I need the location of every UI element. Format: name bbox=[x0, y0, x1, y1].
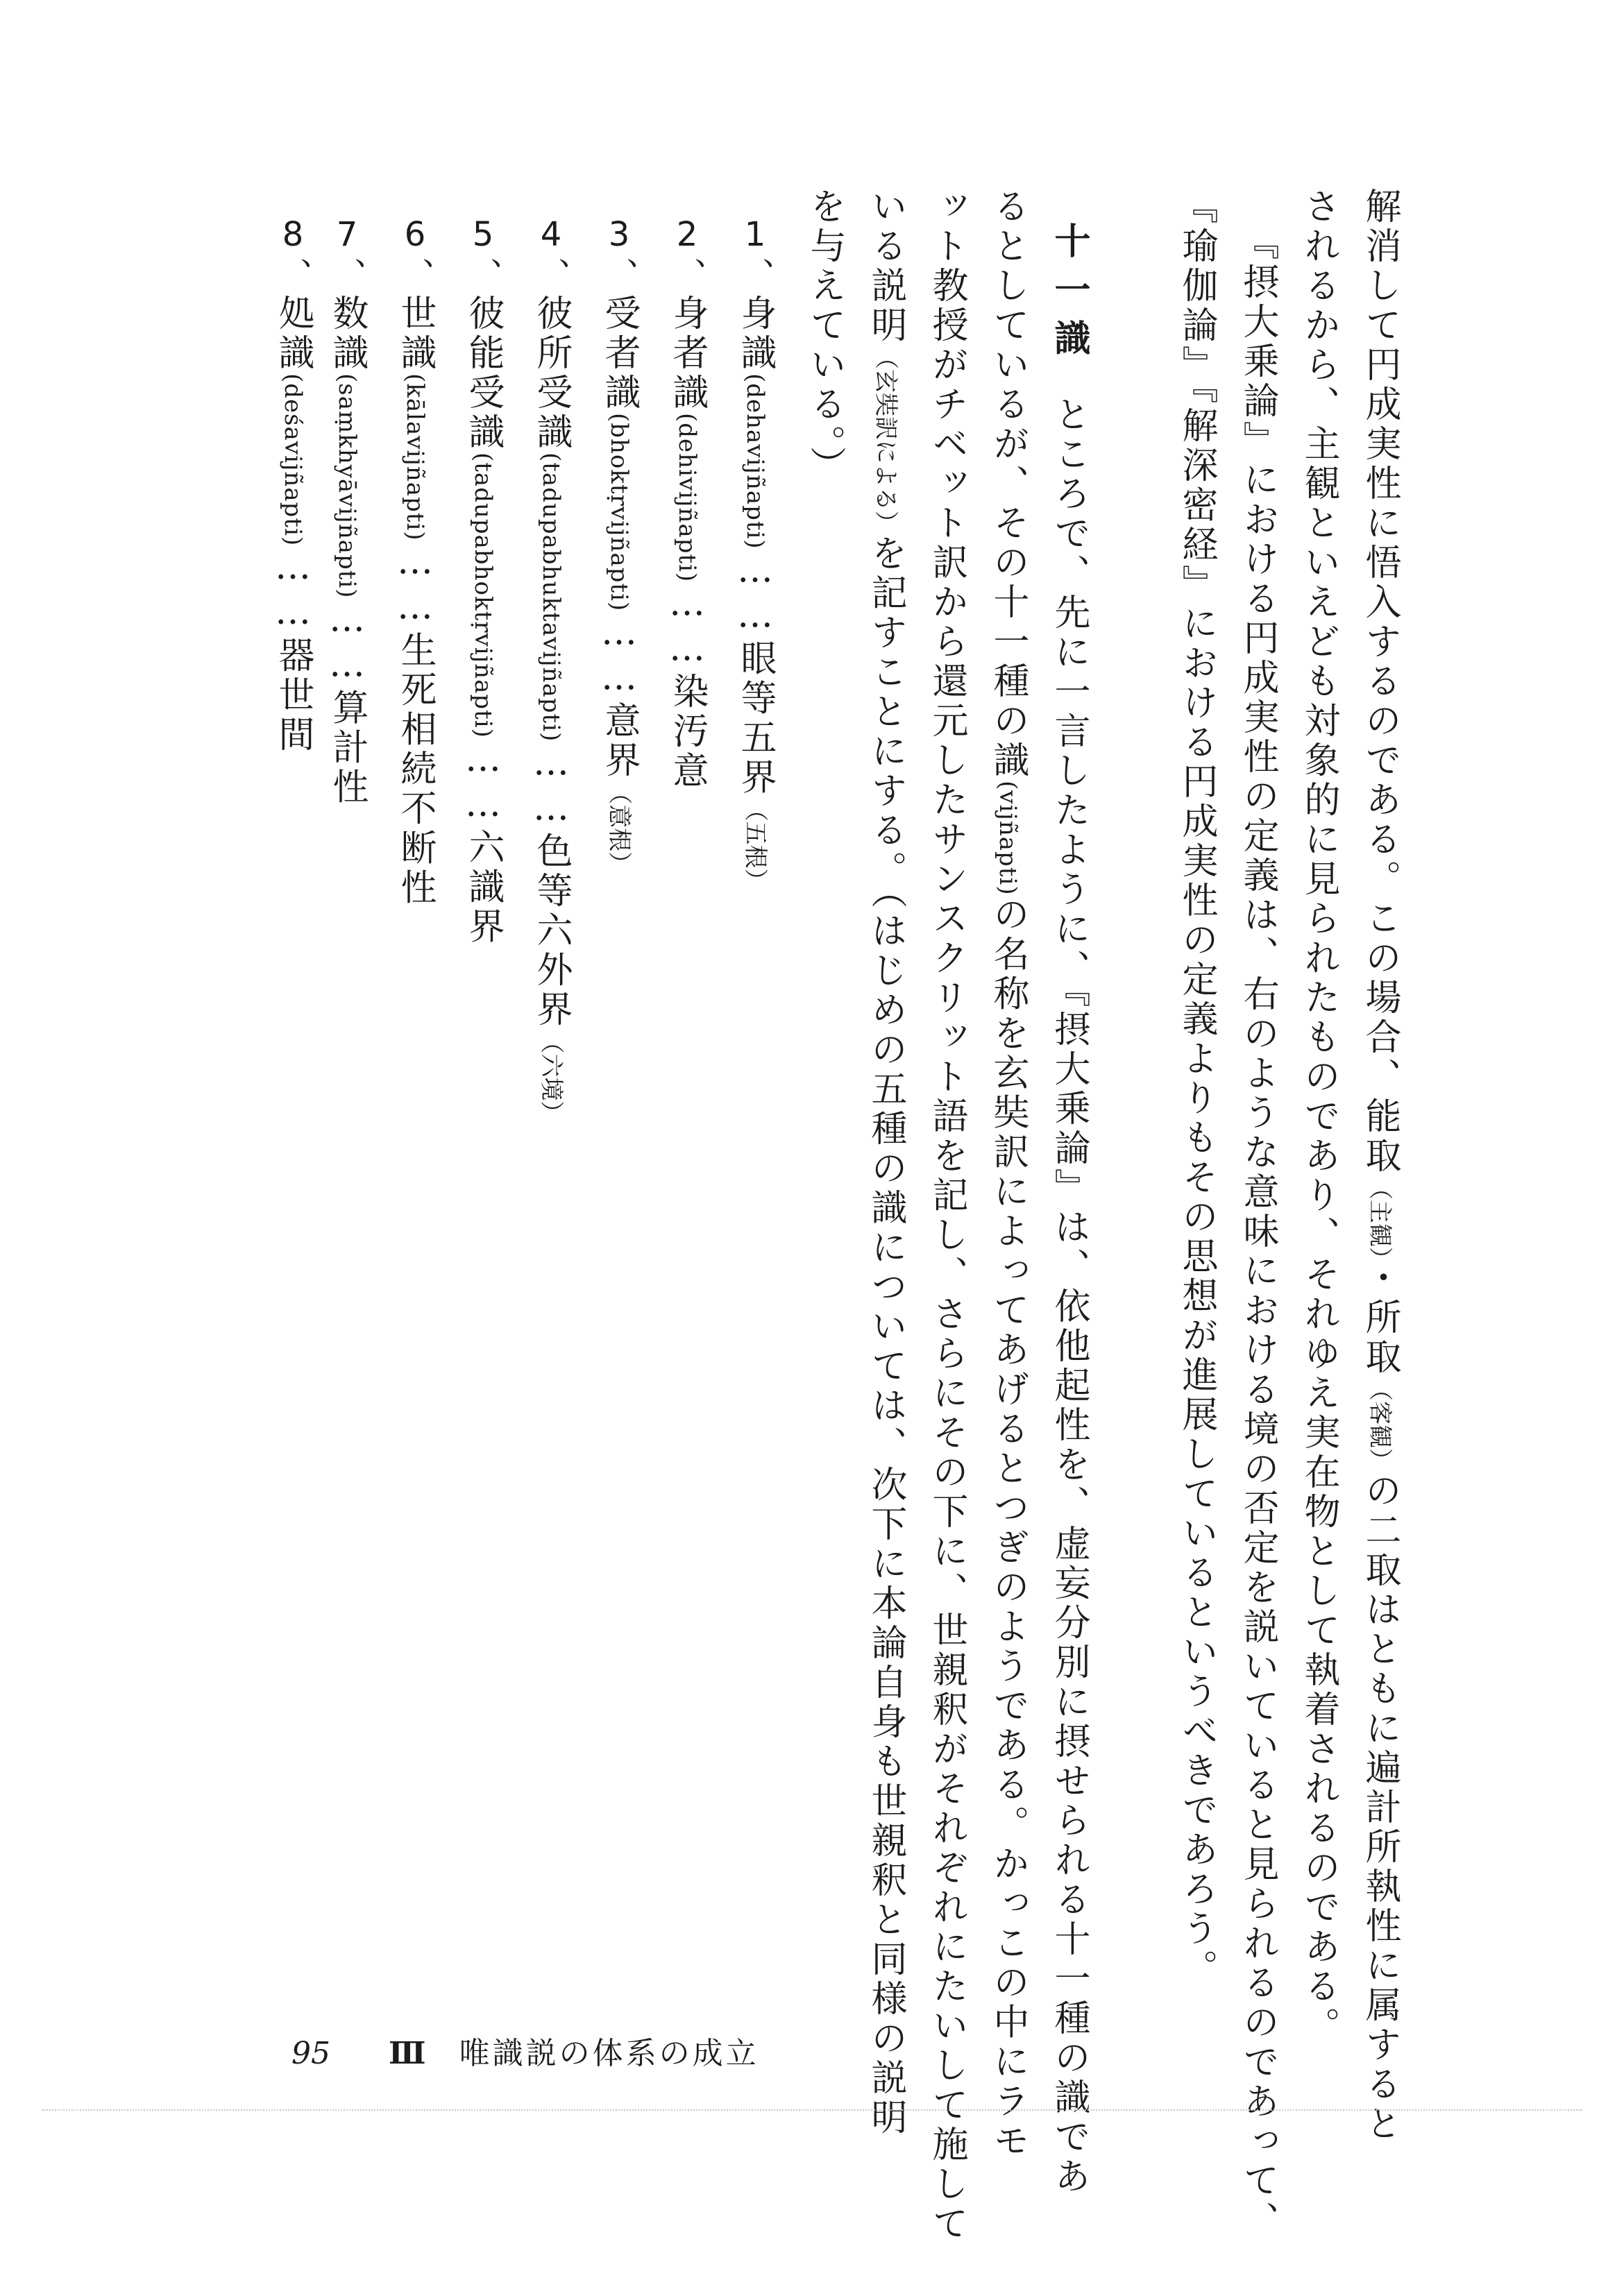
list-item: 1、身識(dehavijñapti)……眼等五界（五根） bbox=[734, 215, 776, 892]
page-number: 95 bbox=[291, 2036, 330, 2071]
list-item: 2、身者識(dehivijñapti)……染汚意 bbox=[666, 215, 708, 792]
section-paragraph-line: 十一識ところで、先に一言したように、『摂大乗論』は、依他起性を、虚妄分別に摂せられる十一種の識であ bbox=[1048, 222, 1090, 2197]
list-item: 4、彼所受識(tadupabhuktavijñapti)……色等六外界（六境） bbox=[530, 215, 572, 1125]
chapter-number: Ⅲ bbox=[389, 2036, 426, 2070]
section-heading: 十一識 bbox=[1048, 222, 1090, 368]
text-line: ット教授がチベット訳から還元したサンスクリット語を記し、さらにその下に、世親釈がそれぞれにたいして施して bbox=[926, 187, 967, 2244]
text-line: 解消して円成実性に悟入するのである。この場合、能取（主観）・所取（客観）の二取はともに遍計所執性に属すると bbox=[1359, 187, 1401, 2144]
list-item: 5、彼能受識(tadupabhoktṛvijñapti)……六識界 bbox=[462, 215, 504, 947]
list-item: 6、世識(kālavijñapti)……生死相続不断性 bbox=[394, 215, 436, 908]
chapter-title: 唯識説の体系の成立 bbox=[459, 2036, 759, 2071]
text-line: 『瑜伽論』『解深密経』における円成実性の定義よりもその思想が進展しているというべきであろう。 bbox=[1176, 187, 1217, 1989]
scan-edge-divider bbox=[42, 2109, 1582, 2111]
text-line: いる説明（玄奘訳による）を記すことにする。（はじめの五種の識については、次下に本論自身も世親釈と同様の説明 bbox=[865, 187, 906, 2138]
list-item: 8、処識(deśavijñapti)……器世間 bbox=[272, 215, 314, 756]
page-footer bbox=[291, 2033, 759, 2075]
text-line: されるから、主観といえども対象的に見られたものであり、それゆえ実在物として執着されるのである。 bbox=[1298, 187, 1339, 2046]
list-item: 7、数識(saṃkhyāvijñapti)……算計性 bbox=[326, 215, 368, 808]
text-line: を与えている。） bbox=[804, 187, 845, 486]
text-line: 『摂大乗論』における円成実性の定義は、右のような意味における境の否定を説いていると見られるのであって、 bbox=[1237, 223, 1278, 2240]
list-item: 3、受者識(bhoktṛvijñapti)……意界（意根） bbox=[598, 215, 640, 876]
text-line: るとしているが、その十一種の識(vijñapti)の名称を玄奘訳によってあげるとつぎのようである。かっこの中にラモ bbox=[987, 187, 1029, 2161]
